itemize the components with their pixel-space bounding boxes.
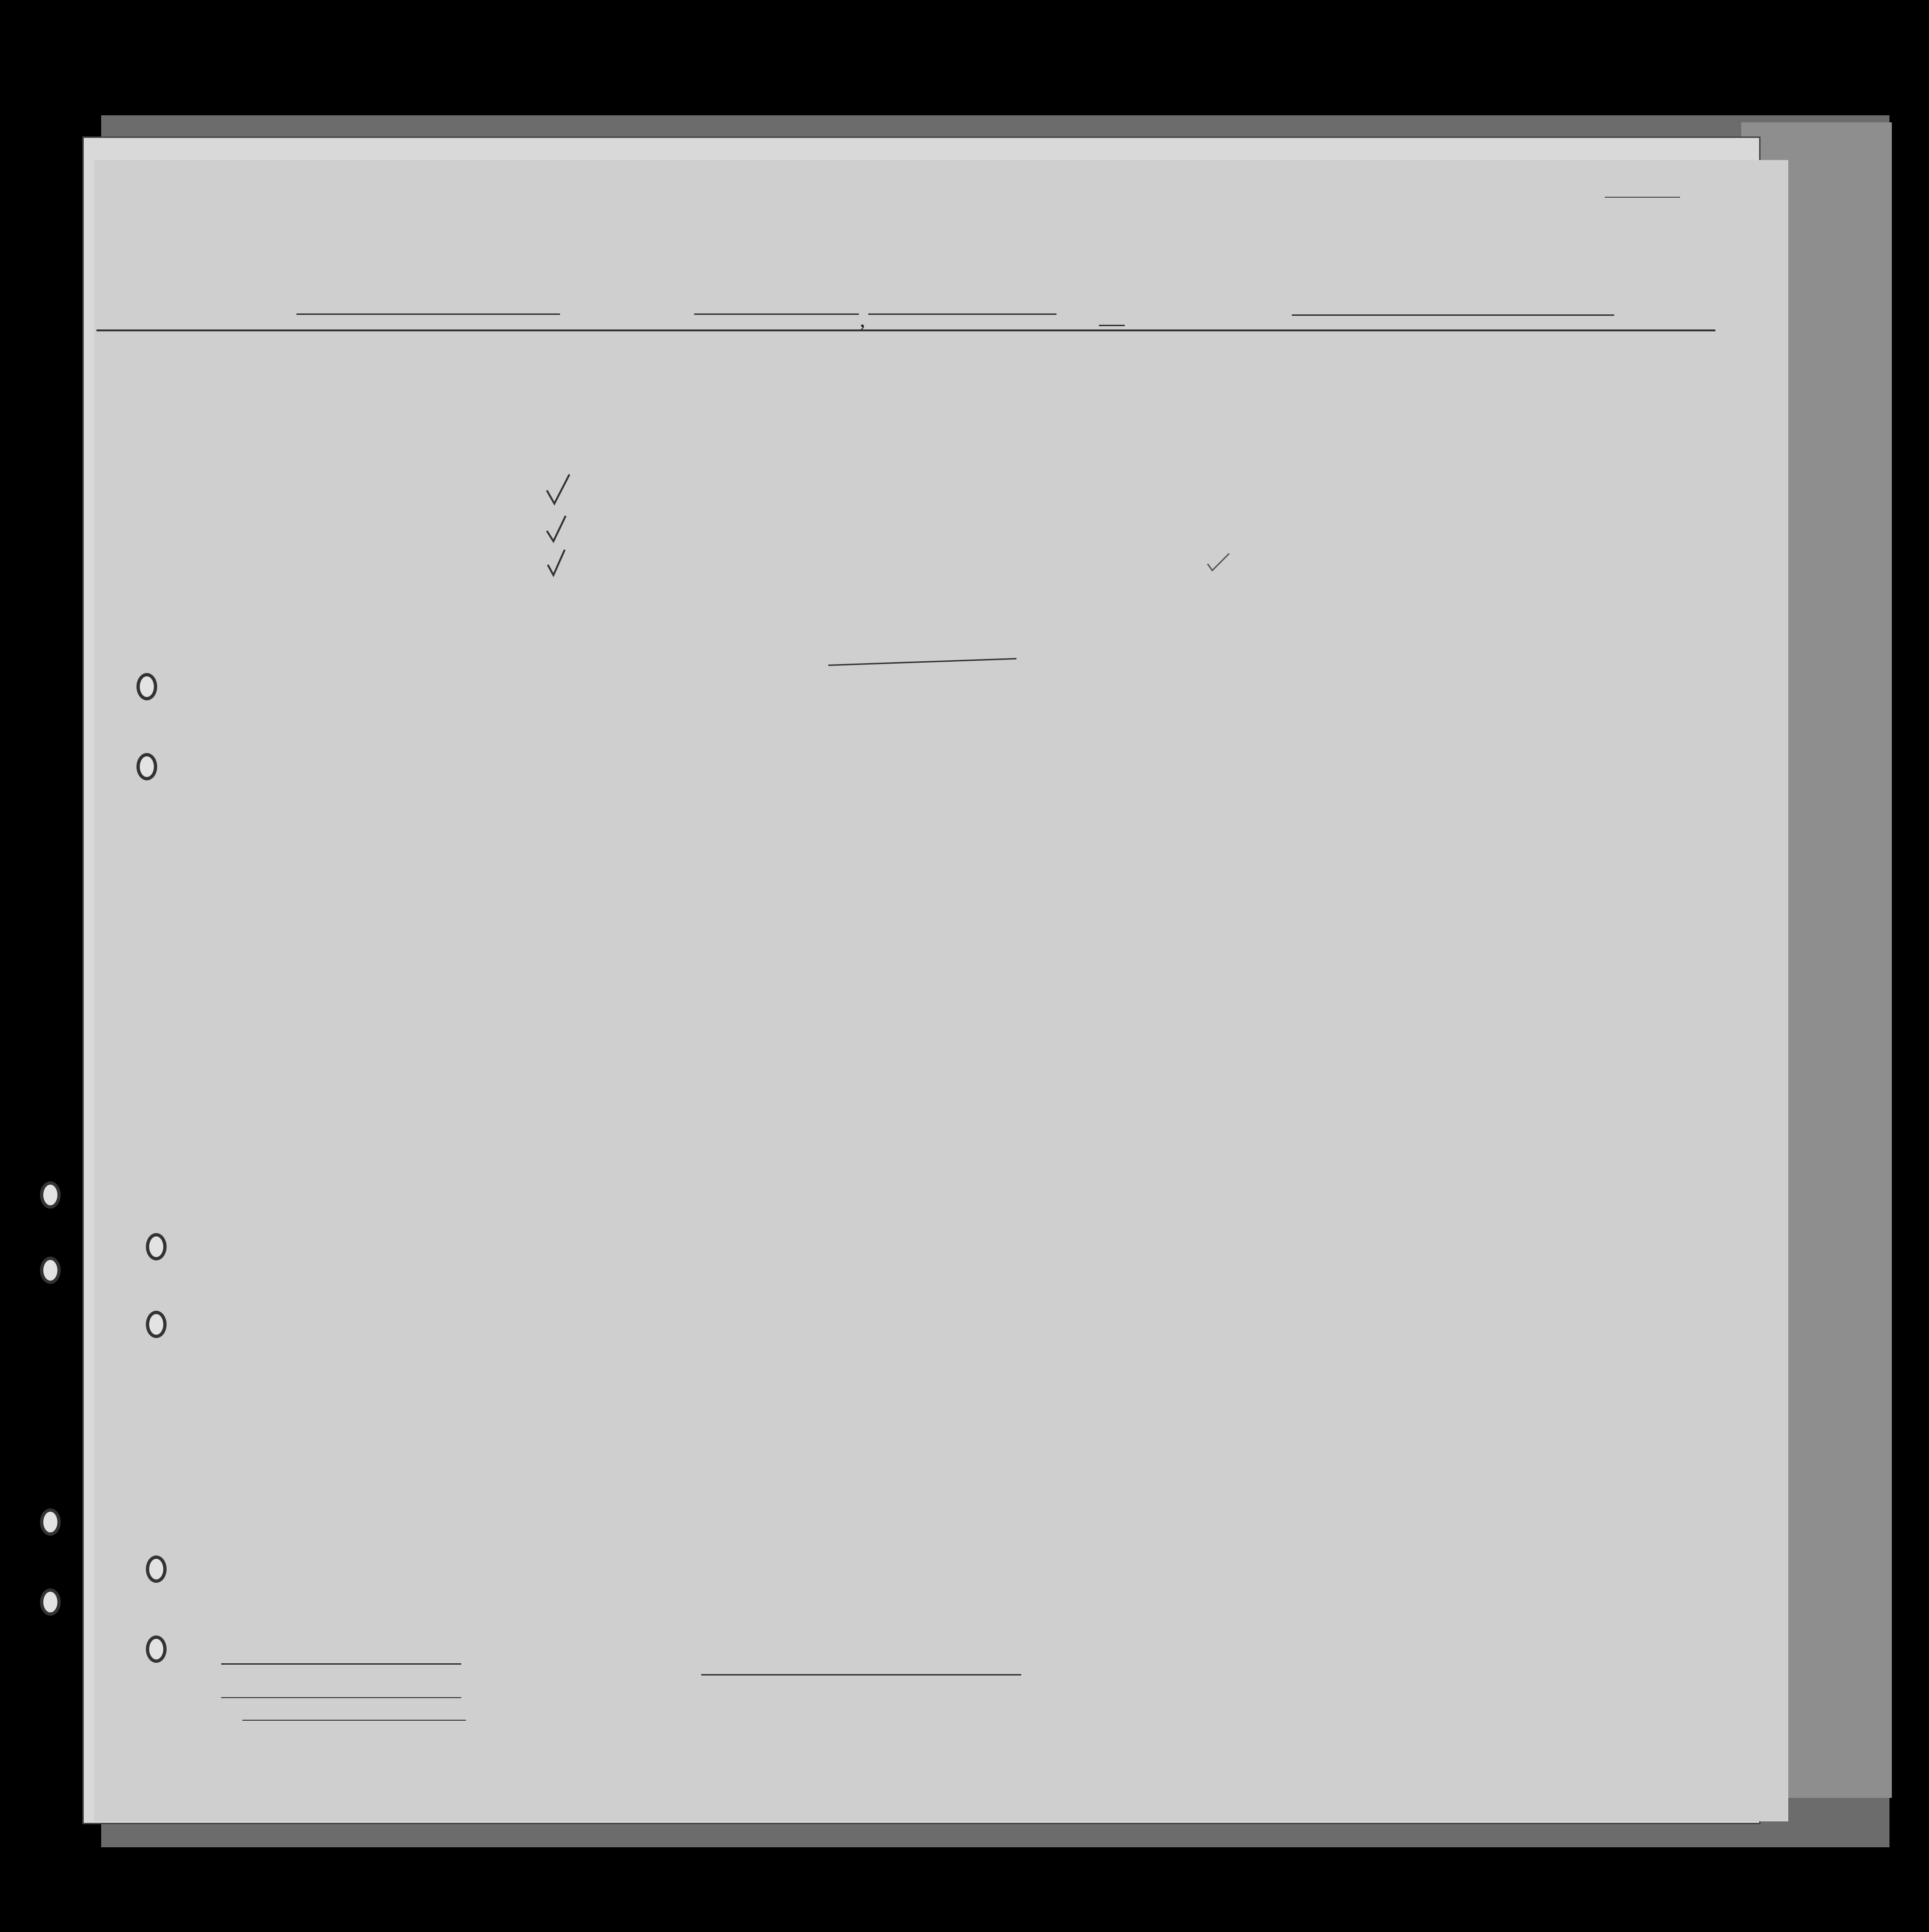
service-check-marks [536, 471, 602, 584]
sheet-number-line [1605, 197, 1680, 198]
nationality-check-mark [1205, 551, 1233, 574]
binder-hole [136, 753, 157, 780]
binder-hole [40, 1257, 61, 1284]
comma-separator: , [860, 307, 865, 331]
local-agents-line [242, 1720, 466, 1721]
binder-hole [146, 1311, 167, 1338]
owners-line [221, 1697, 461, 1698]
binder-hole [146, 1555, 167, 1583]
binder-hole [40, 1588, 61, 1616]
year-blank [1099, 325, 1125, 326]
binder-hole [40, 1181, 61, 1209]
header-rule [96, 329, 1715, 331]
arrival-port [694, 313, 859, 315]
line-value [221, 1663, 461, 1665]
departure-port [1292, 314, 1614, 316]
manifest-form [94, 160, 1788, 1821]
binder-hole [146, 1233, 167, 1260]
vessel-name [296, 313, 560, 315]
arrival-date [868, 313, 1057, 315]
binder-hole [146, 1635, 167, 1663]
inspector-signature-line [701, 1674, 1021, 1675]
binder-hole [40, 1508, 61, 1536]
binder-hole [136, 673, 157, 700]
